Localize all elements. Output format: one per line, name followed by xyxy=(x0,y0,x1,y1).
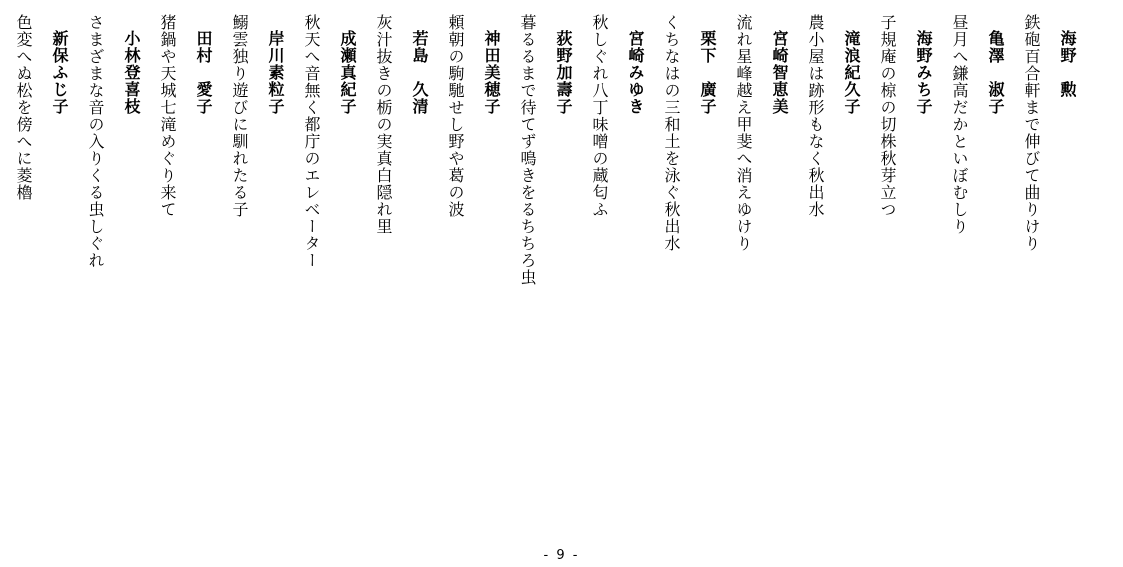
author-name: 成瀬真紀子 xyxy=(338,30,357,115)
haiku-text: 鰯雲独り遊びに馴れたる子 xyxy=(230,14,249,218)
haiku-text: 猪鍋や天城七滝めぐり来て xyxy=(158,14,177,218)
author-name: 若島 久清 xyxy=(410,30,429,115)
author-name: 新保ふじ子 xyxy=(50,30,69,115)
haiku-text: 昼月へ鎌高だかといぼむしり xyxy=(950,14,969,235)
author-name: 神田美穂子 xyxy=(482,30,501,115)
haiku-text: くちなはの三和土を泳ぐ秋出水 xyxy=(662,14,681,252)
haiku-text: 暮るるまで待てず鳴きをるちちろ虫 xyxy=(518,14,537,286)
author-name: 亀澤 淑子 xyxy=(986,30,1005,115)
author-name: 荻野加壽子 xyxy=(554,30,573,115)
author-name: 海野みち子 xyxy=(914,30,933,115)
haiku-text: 鉄砲百合軒まで伸びて曲りけり xyxy=(1022,14,1041,252)
page-number: - 9 - xyxy=(543,548,580,563)
author-name: 海野 勲 xyxy=(1058,30,1077,98)
author-name: 岸川素粒子 xyxy=(266,30,285,115)
haiku-text: さまざまな音の入りくる虫しぐれ xyxy=(86,14,105,269)
haiku-text: 色変へぬ松を傍へに菱櫓 xyxy=(14,14,33,201)
haiku-text: 秋しぐれ八丁味噌の蔵匂ふ xyxy=(590,14,609,218)
haiku-text: 農小屋は跡形もなく秋出水 xyxy=(806,14,825,218)
haiku-text: 流れ星峰越え甲斐へ消えゆけり xyxy=(734,14,753,252)
author-name: 田村 愛子 xyxy=(194,30,213,115)
haiku-text: 頼朝の駒馳せし野や葛の波 xyxy=(446,14,465,218)
author-name: 宮崎智恵美 xyxy=(770,30,789,115)
haiku-columns xyxy=(7,10,1083,540)
author-name: 滝浪紀久子 xyxy=(842,30,861,115)
author-name: 栗下 廣子 xyxy=(698,30,717,115)
haiku-text: 子規庵の椋の切株秋芽立つ xyxy=(878,14,897,218)
haiku-text: 灰汁抜きの栃の実真白隠れ里 xyxy=(374,14,393,235)
author-name: 宮崎みゆき xyxy=(626,30,645,115)
author-name: 小林登喜枝 xyxy=(122,30,141,115)
haiku-text: 秋天へ音無く都庁のエレベーター xyxy=(302,14,321,269)
